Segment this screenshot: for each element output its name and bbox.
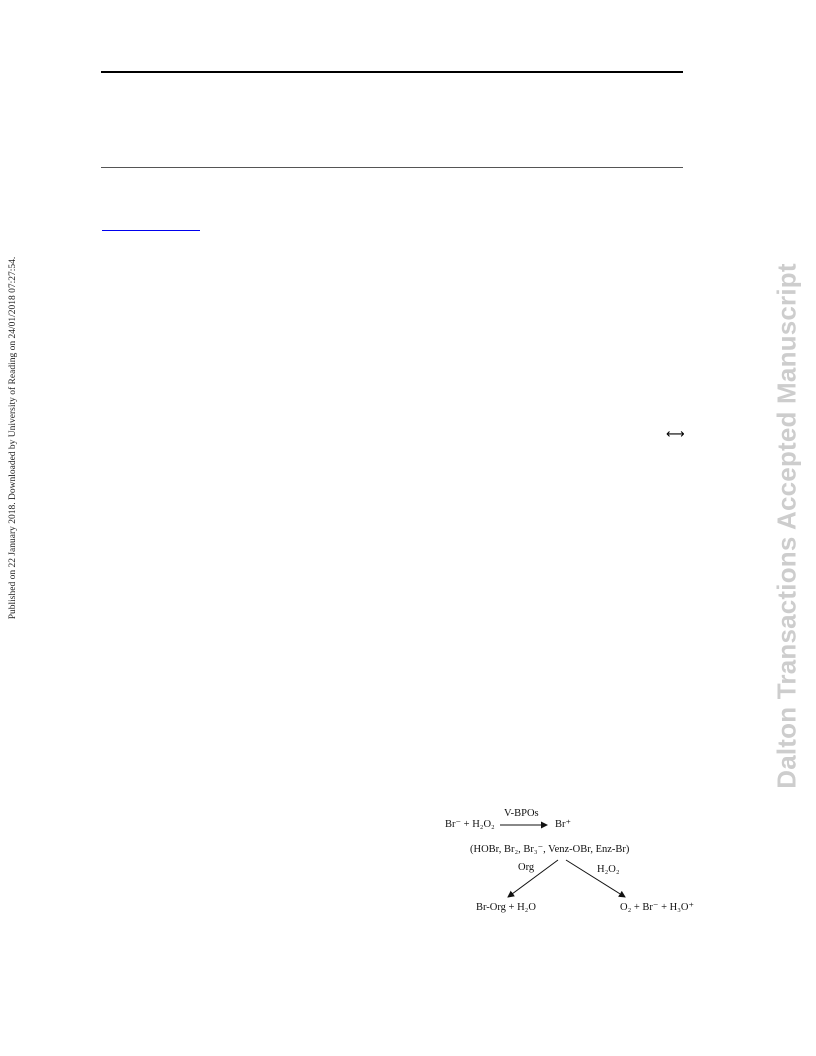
scheme-intermediates: (HOBr, Br₂, Br₃⁻, Venz-OBr, Enz-Br) <box>470 844 630 855</box>
top-rule <box>101 71 683 73</box>
scheme-reactants: Br⁻ + H₂O₂ <box>445 819 495 830</box>
publication-notice: Published on 22 January 2018. Downloaded by University of Reading on 24/01/2018 07:27:54. <box>8 256 18 620</box>
double-arrow-symbol: ⟷ <box>666 427 685 442</box>
reaction-scheme <box>440 802 700 924</box>
scheme-catalyst: V-BPOs <box>504 808 539 819</box>
scheme-product: Br⁺ <box>555 819 572 830</box>
accepted-manuscript-watermark: Dalton Transactions Accepted Manuscript <box>771 263 802 789</box>
scheme-right-reagent: H₂O₂ <box>597 864 620 875</box>
scheme-left-reagent: Org <box>518 862 535 873</box>
doi-link[interactable] <box>102 230 200 231</box>
scheme-left-product: Br-Org + H₂O <box>476 902 536 913</box>
scheme-right-product: O₂ + Br⁻ + H₃O⁺ <box>620 902 694 913</box>
header-rule <box>101 167 683 168</box>
